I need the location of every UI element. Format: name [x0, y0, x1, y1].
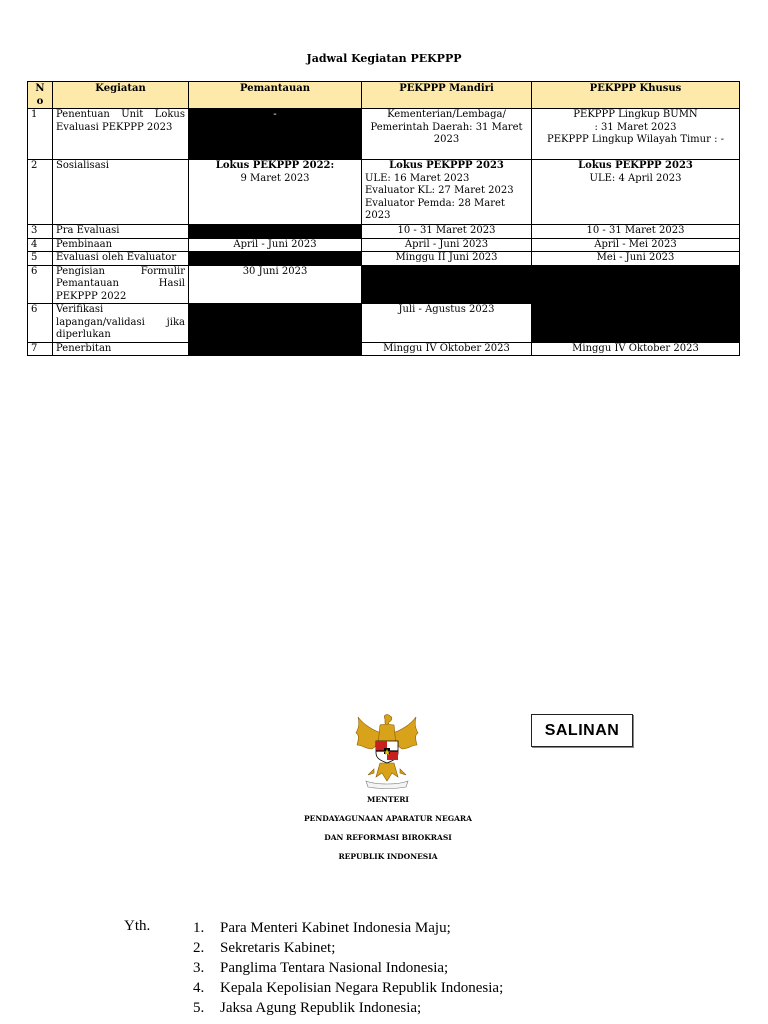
recipient-text: Sekretaris Kabinet;: [220, 940, 336, 956]
cell-mandiri: 10 - 31 Maret 2023: [362, 225, 532, 239]
list-number: 1.: [193, 920, 205, 936]
cell-pemantauan: [189, 160, 362, 225]
header-kegiatan: Kegiatan: [53, 82, 189, 109]
cell-kegiatan: Sosialisasi: [53, 160, 189, 225]
ministry-line-3: DAN REFORMASI BIROKRASI: [324, 833, 452, 842]
table-row: [28, 265, 740, 304]
cell-khusus: [532, 109, 740, 160]
cell-kegiatan: Evaluasi oleh Evaluator: [53, 252, 189, 266]
list-number: 2.: [193, 940, 205, 956]
cell-pemantauan-redacted: [189, 252, 362, 266]
list-item: [193, 978, 503, 998]
list-number: 4.: [193, 980, 205, 996]
cell-khusus: Mei - Juni 2023: [532, 252, 740, 266]
list-item: [193, 998, 503, 1018]
mandiri-line-1: ULE: 16 Maret 2023: [365, 172, 470, 184]
recipient-text: Para Menteri Kabinet Indonesia Maju;: [220, 920, 451, 936]
cell-pemantauan-redacted: [189, 225, 362, 239]
cell-khusus: April - Mei 2023: [532, 238, 740, 252]
list-item: [193, 938, 503, 958]
mandiri-line-3: Evaluator Pemda: 28 Maret 2023: [365, 197, 505, 221]
cell-kegiatan: Verifikasi lapangan/validasi jika diperlukan: [53, 304, 189, 343]
list-item: [193, 918, 503, 938]
cell-kegiatan: Pra Evaluasi: [53, 225, 189, 239]
cell-khusus-redacted: [532, 265, 740, 342]
khusus-title: Lokus PEKPPP 2023: [578, 160, 693, 171]
page-title: Jadwal Kegiatan PEKPPP: [306, 52, 462, 65]
khusus-line-1: PEKPPP Lingkup BUMN: [573, 109, 698, 120]
khusus-line-3: PEKPPP Lingkup Wilayah Timur : -: [547, 134, 724, 145]
cell-khusus: 10 - 31 Maret 2023: [532, 225, 740, 239]
recipient-list: [193, 918, 503, 1018]
table-row: [28, 225, 740, 239]
cell-khusus: Minggu IV Oktober 2023: [532, 342, 740, 356]
list-number: 5.: [193, 1000, 205, 1016]
table-row: [28, 238, 740, 252]
cell-no: 6: [28, 304, 53, 343]
table-row: [28, 109, 740, 160]
cell-mandiri: Kementerian/Lembaga/ Pemerintah Daerah: 31 Maret 2023: [362, 109, 532, 160]
cell-mandiri: Minggu IV Oktober 2023: [362, 342, 532, 356]
recipient-text: Kepala Kepolisian Negara Republik Indonesia;: [220, 980, 504, 996]
cell-no: 2: [28, 160, 53, 225]
pemantauan-date: 9 Maret 2023: [240, 172, 310, 184]
list-item: [193, 958, 503, 978]
recipient-text: Jaksa Agung Republik Indonesia;: [220, 1000, 422, 1016]
ministry-line-1: MENTERI: [367, 795, 409, 804]
khusus-line-1: ULE: 4 April 2023: [589, 172, 682, 184]
cell-no: 7: [28, 342, 53, 356]
ministry-line-2: PENDAYAGUNAAN APARATUR NEGARA: [304, 814, 472, 823]
cell-pemantauan-redacted: [189, 109, 362, 160]
cell-kegiatan: Penentuan Unit Lokus Evaluasi PEKPPP 2023: [53, 109, 189, 160]
cell-no: 6: [28, 265, 53, 304]
cell-no: 3: [28, 225, 53, 239]
table-row: [28, 160, 740, 225]
cell-kegiatan: Penerbitan: [53, 342, 189, 356]
cell-pemantauan: 30 Juni 2023: [189, 265, 362, 304]
khusus-line-2: : 31 Maret 2023: [594, 121, 677, 133]
header-mandiri: PEKPPP Mandiri: [362, 82, 532, 109]
cell-mandiri: Minggu II Juni 2023: [362, 252, 532, 266]
cell-pemantauan: April - Juni 2023: [189, 238, 362, 252]
schedule-table: [27, 81, 740, 356]
table-header-row: [28, 82, 740, 109]
cell-no: 5: [28, 252, 53, 266]
cell-mandiri: April - Juni 2023: [362, 238, 532, 252]
cell-no: 1: [28, 109, 53, 160]
cell-pemantauan-redacted: [189, 304, 362, 343]
cell-kegiatan: Pengisian Formulir Pemantauan Hasil PEKPPP 2022: [53, 265, 189, 304]
ministry-line-4: REPUBLIK INDONESIA: [338, 852, 438, 861]
mandiri-title: Lokus PEKPPP 2023: [389, 160, 504, 171]
cell-mandiri: [362, 160, 532, 225]
table-row: [28, 252, 740, 266]
cell-pemantauan-redacted: [189, 342, 362, 356]
table-row: [28, 342, 740, 356]
cell-mandiri-redacted: [362, 265, 532, 304]
cell-kegiatan: Pembinaan: [53, 238, 189, 252]
cell-mandiri: Juli - Agustus 2023: [362, 304, 532, 343]
header-pemantauan: Pemantauan: [189, 82, 362, 109]
salutation: Yth.: [124, 918, 151, 934]
recipient-text: Panglima Tentara Nasional Indonesia;: [220, 960, 449, 976]
salinan-stamp: SALINAN: [531, 714, 633, 747]
cell-no: 4: [28, 238, 53, 252]
mandiri-line-2: Evaluator KL: 27 Maret 2023: [365, 185, 514, 196]
header-no: N o: [28, 82, 53, 109]
pemantauan-title: Lokus PEKPPP 2022:: [215, 160, 335, 171]
garuda-emblem-icon: [352, 713, 422, 789]
cell-pemantauan: -: [273, 109, 277, 120]
list-number: 3.: [193, 960, 205, 976]
header-khusus: PEKPPP Khusus: [532, 82, 740, 109]
cell-khusus: [532, 160, 740, 225]
